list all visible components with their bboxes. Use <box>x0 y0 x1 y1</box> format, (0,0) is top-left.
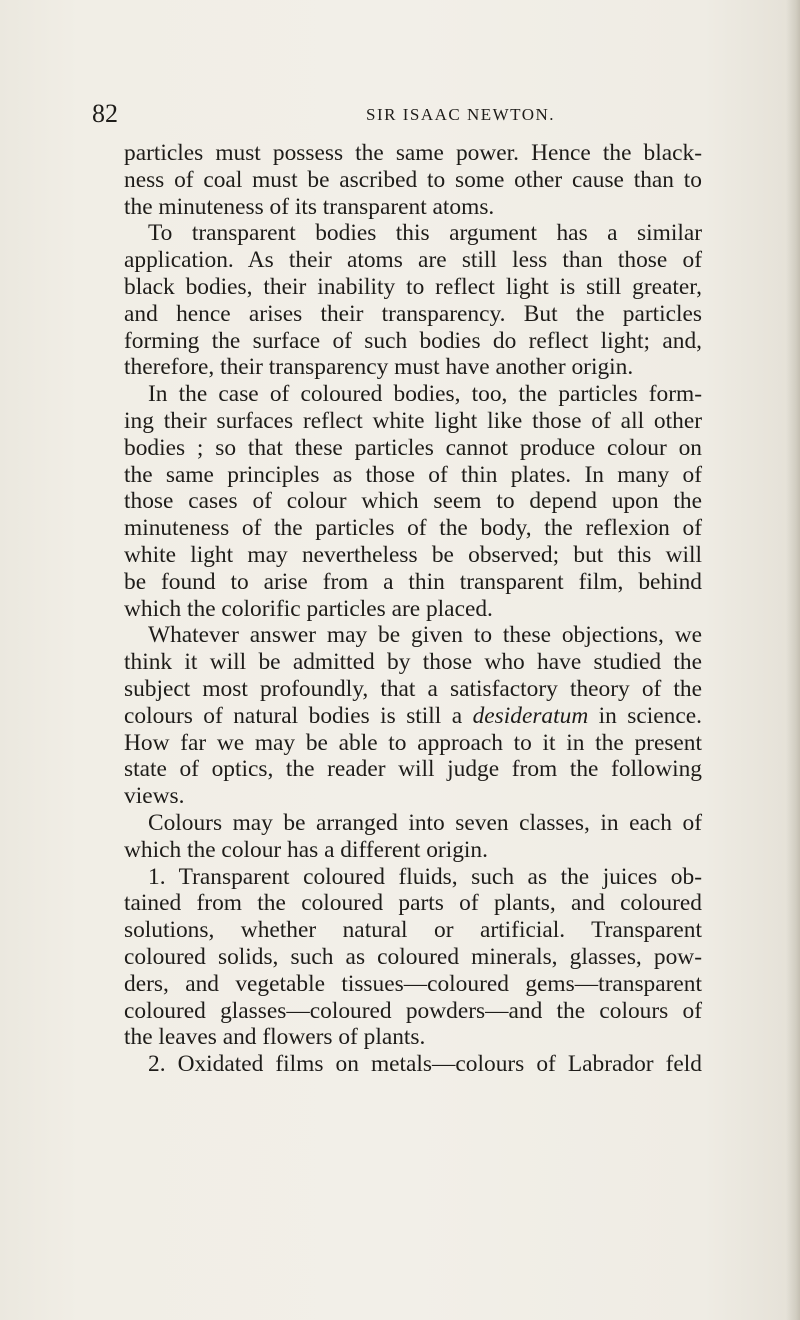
text-line: To transparent bodies this argument has a similar <box>148 220 702 247</box>
paragraph <box>124 622 702 810</box>
body-text <box>124 140 702 1078</box>
paragraph <box>124 810 702 864</box>
text-line: solutions, whether natural or artificial. Transparent <box>124 917 702 944</box>
text-line: white light may nevertheless be observed; but this will <box>124 541 702 568</box>
text-line: In the case of coloured bodies, too, the particles form- <box>148 381 702 408</box>
text-line: Whatever answer may be given to these objections, we <box>148 622 702 649</box>
paragraph <box>124 381 702 622</box>
text-line: minuteness of the particles of the body, the reflexion of <box>124 515 702 542</box>
text-line: think it will be admitted by those who have studied the <box>124 649 702 676</box>
text-line: views. <box>124 783 185 810</box>
text-line: those cases of colour which seem to depend upon the <box>124 488 702 515</box>
text-line: be found to arise from a thin transparent film, behind <box>124 568 702 595</box>
italic-term: desideratum <box>472 702 589 729</box>
text-line-with-italic <box>124 703 702 730</box>
text-line: Colours may be arranged into seven classes, in each of <box>148 809 702 836</box>
text-line: coloured glasses—coloured powders—and the colours of <box>124 997 702 1024</box>
paragraph <box>124 140 702 220</box>
text-line: ness of coal must be ascribed to some other cause than to <box>124 166 702 193</box>
page-number: 82 <box>92 99 118 128</box>
text-line: subject most profoundly, that a satisfactory theory of the <box>124 675 702 702</box>
page-header <box>92 99 702 129</box>
text-line: particles must possess the same power. Hence the black- <box>124 140 702 166</box>
text-line: the leaves and flowers of plants. <box>124 1024 426 1051</box>
text-line: therefore, their transparency must have another origin. <box>124 354 634 381</box>
text-segment: colours of natural bodies is still a <box>124 702 463 729</box>
text-line: ders, and vegetable tissues—coloured gems—transparent <box>124 970 702 997</box>
text-line: state of optics, the reader will judge from the following <box>124 756 702 783</box>
text-line: forming the surface of such bodies do reflect light; and, <box>124 327 702 354</box>
text-line: How far we may be able to approach to it in the present <box>124 729 702 756</box>
paragraph <box>124 1051 702 1078</box>
text-line: the same principles as those of thin plates. In many of <box>124 461 702 488</box>
running-head: SIR ISAAC NEWTON. <box>366 105 556 124</box>
text-line: bodies ; so that these particles cannot produce colour on <box>124 434 702 461</box>
text-line: 1. Transparent coloured fluids, such as the juices ob- <box>148 863 702 890</box>
text-line: which the colour has a different origin. <box>124 836 488 863</box>
text-line: black bodies, their inability to reflect light is still greater, <box>124 273 702 300</box>
text-line: and hence arises their transparency. But the particles <box>124 300 702 327</box>
text-line: 2. Oxidated films on metals—colours of Labrador feld <box>148 1051 702 1078</box>
text-segment: in science. <box>588 702 702 729</box>
text-line: application. As their atoms are still less than those of <box>124 247 702 274</box>
text-line: which the colorific particles are placed. <box>124 595 493 622</box>
text-line: ing their surfaces reflect white light like those of all other <box>124 407 702 434</box>
page-edge-shadow <box>786 0 800 1320</box>
paragraph <box>124 864 702 1052</box>
text-line: the minuteness of its transparent atoms. <box>124 193 495 220</box>
text-line: tained from the coloured parts of plants, and coloured <box>124 890 702 917</box>
paragraph <box>124 220 702 381</box>
text-line: coloured solids, such as coloured minerals, glasses, pow- <box>124 943 702 970</box>
